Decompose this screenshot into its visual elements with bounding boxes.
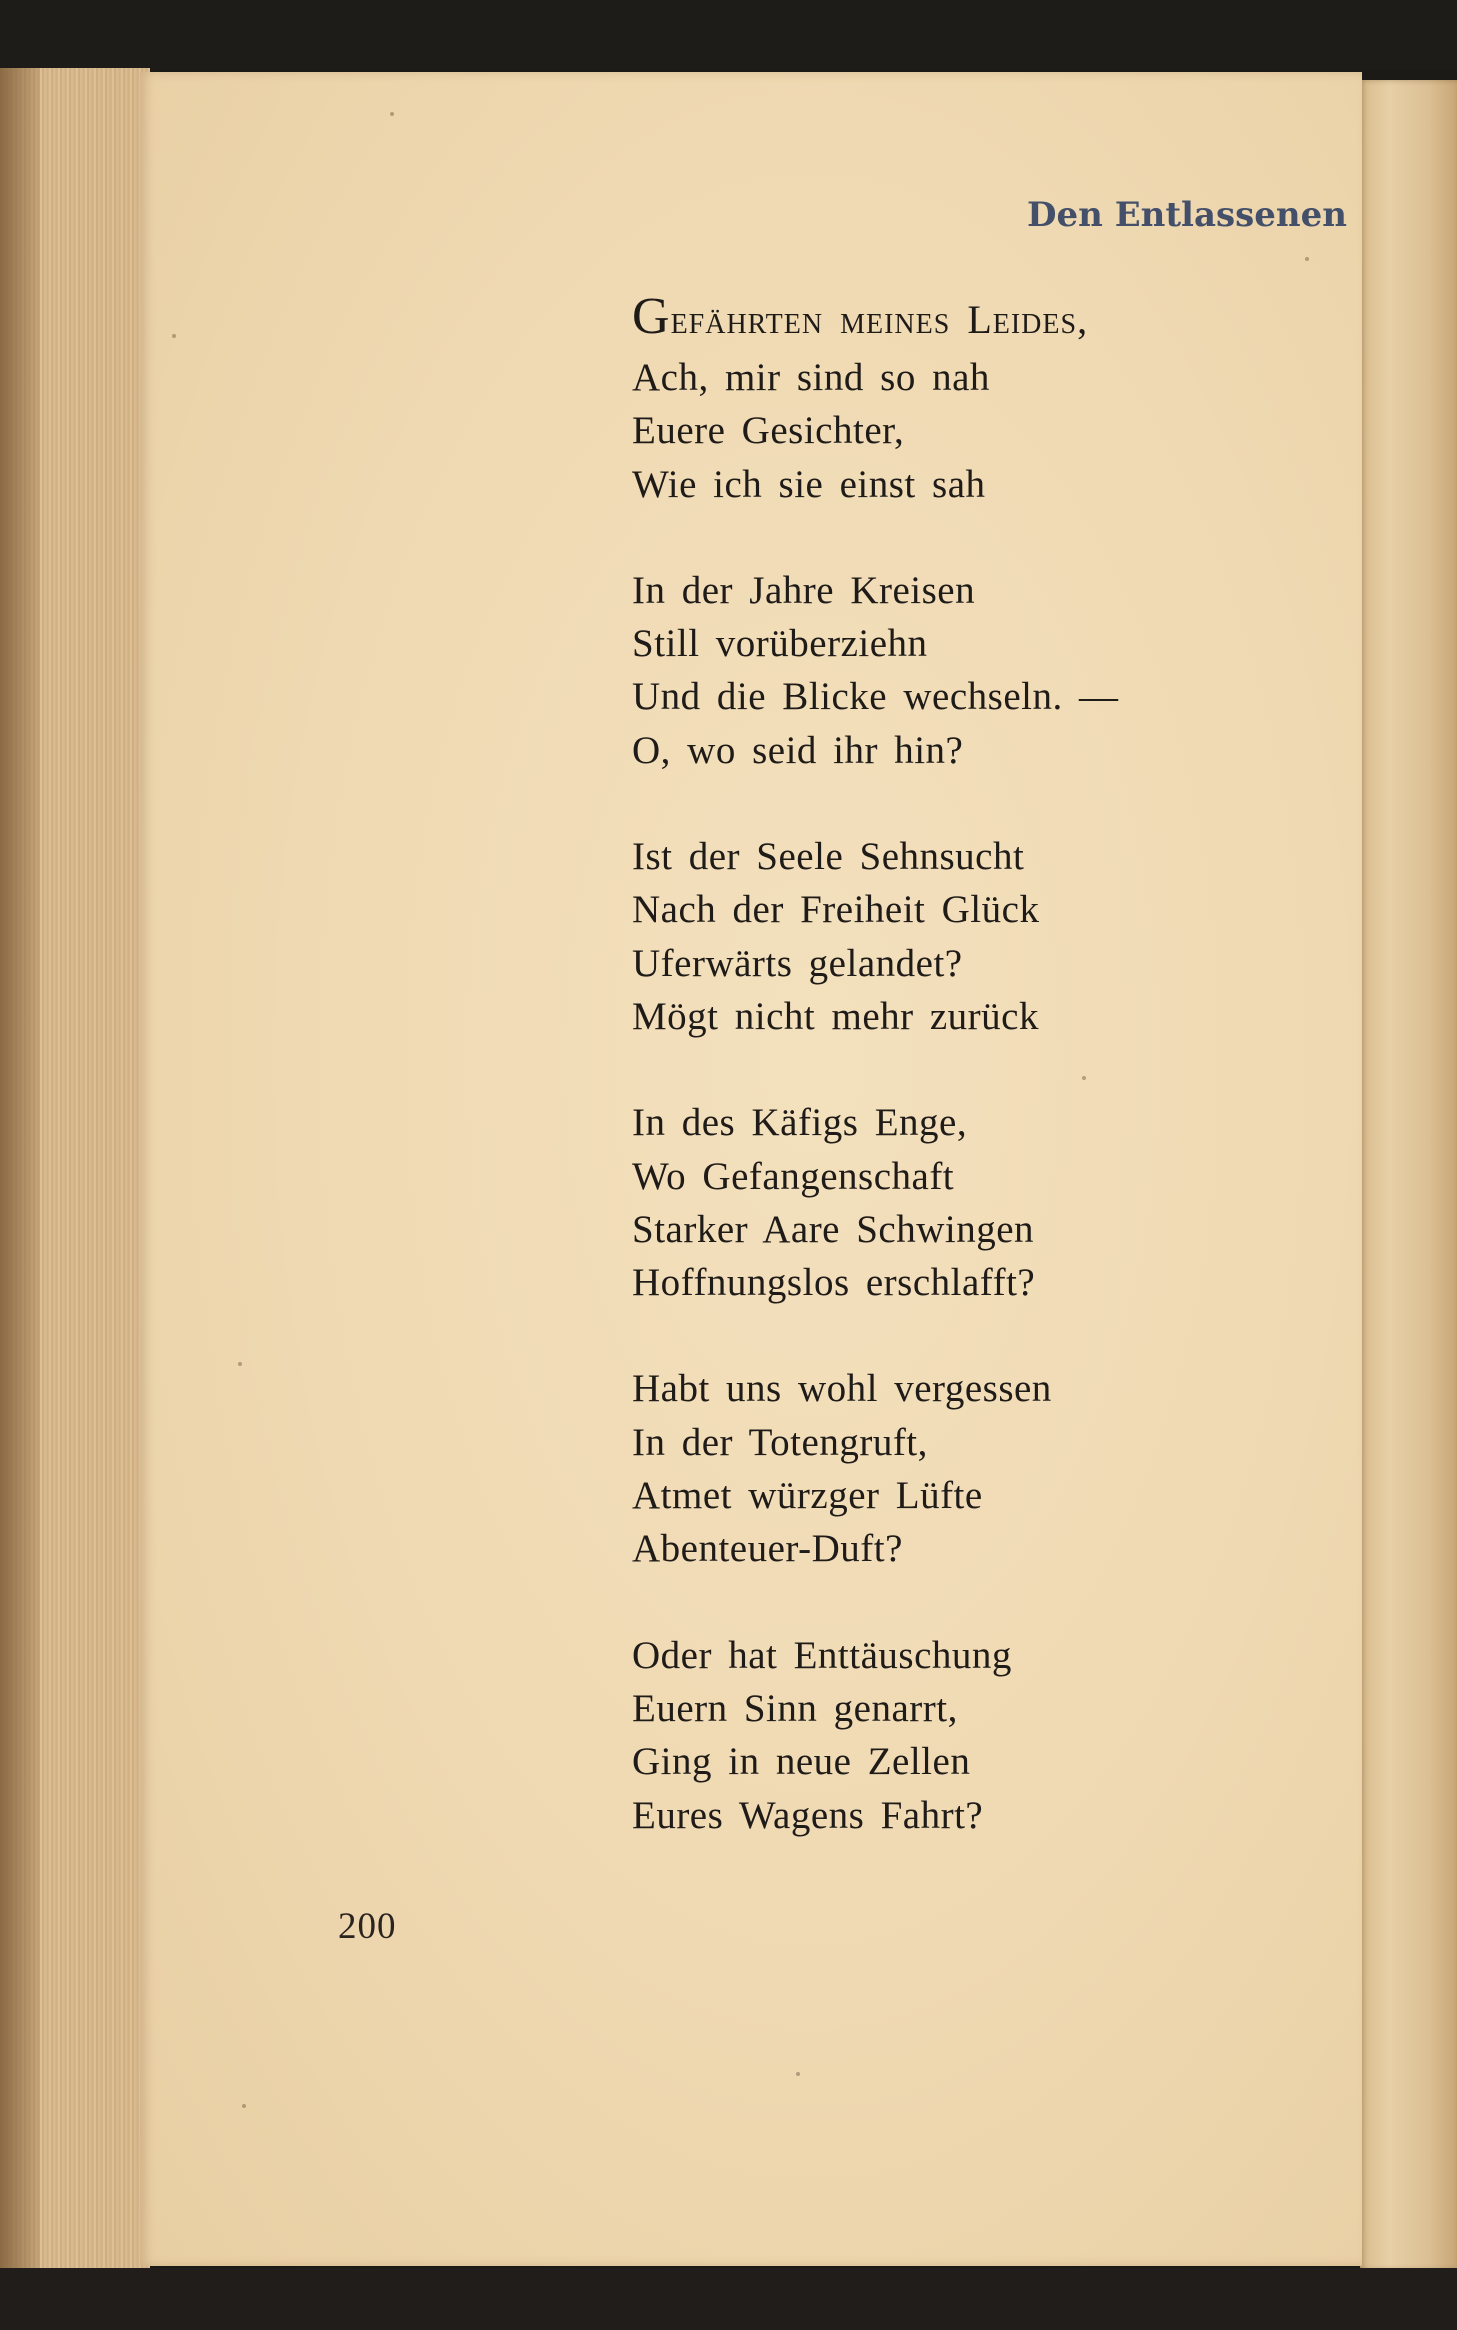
scan-top-border xyxy=(0,0,1457,70)
poem-line: In der Totengruft, xyxy=(632,1420,928,1464)
title-rest: efährten meines Leides, xyxy=(670,297,1089,342)
paper-speck xyxy=(1305,257,1309,261)
paper-speck xyxy=(172,334,176,338)
poem-line: Atmet würzger Lüfte xyxy=(632,1474,983,1518)
paper-speck xyxy=(242,2104,246,2108)
poem-line: Still vorüberziehn xyxy=(632,622,928,666)
scan-bottom-border xyxy=(0,2268,1457,2330)
poem-line: Ist der Seele Sehnsucht xyxy=(632,835,1025,879)
stanza xyxy=(632,1629,1348,1842)
poem-line: In der Jahre Kreisen xyxy=(632,568,976,612)
poem-line: Euere Gesichter, xyxy=(632,409,905,453)
poem-line: Abenteuer-Duft? xyxy=(632,1527,903,1571)
paper-speck xyxy=(390,112,394,116)
title-initial: G xyxy=(632,288,671,345)
poem xyxy=(628,288,1348,1895)
poem-line: Mögt nicht mehr zurück xyxy=(632,994,1039,1038)
stanza xyxy=(632,351,1348,511)
page-edges-shadow xyxy=(0,68,40,2270)
running-head: Den Entlassenen xyxy=(1027,195,1347,235)
poem-line: In des Käfigs Enge, xyxy=(632,1101,968,1145)
facing-page-edge xyxy=(1360,80,1457,2270)
poem-line: Habt uns wohl vergessen xyxy=(632,1367,1052,1411)
poem-line: Hoffnungslos erschlafft? xyxy=(632,1261,1036,1305)
poem-line: Uferwärts gelandet? xyxy=(632,941,963,985)
poem-line: Wo Gefangenschaft xyxy=(632,1154,955,1198)
poem-line: Wie ich sie einst sah xyxy=(632,462,986,506)
stanza xyxy=(632,1096,1348,1309)
stanza xyxy=(632,1362,1348,1575)
poem-line: Und die Blicke wechseln. — xyxy=(632,675,1119,719)
stanza xyxy=(632,564,1348,777)
stanza xyxy=(632,830,1348,1043)
poem-title xyxy=(632,288,1348,345)
paper-speck xyxy=(796,2072,800,2076)
poem-body xyxy=(628,351,1348,1842)
paper-speck xyxy=(238,1362,242,1366)
poem-line: Eures Wagens Fahrt? xyxy=(632,1793,984,1837)
poem-line: Ging in neue Zellen xyxy=(632,1740,971,1784)
poem-line: Ach, mir sind so nah xyxy=(632,356,990,399)
poem-line: O, wo seid ihr hin? xyxy=(632,728,964,772)
poem-line: Euern Sinn genarrt, xyxy=(632,1686,958,1730)
poem-line: Nach der Freiheit Glück xyxy=(632,888,1040,932)
poem-line: Oder hat Enttäuschung xyxy=(632,1633,1012,1677)
page-number: 200 xyxy=(338,1906,397,1947)
poem-line: Starker Aare Schwingen xyxy=(632,1207,1035,1251)
